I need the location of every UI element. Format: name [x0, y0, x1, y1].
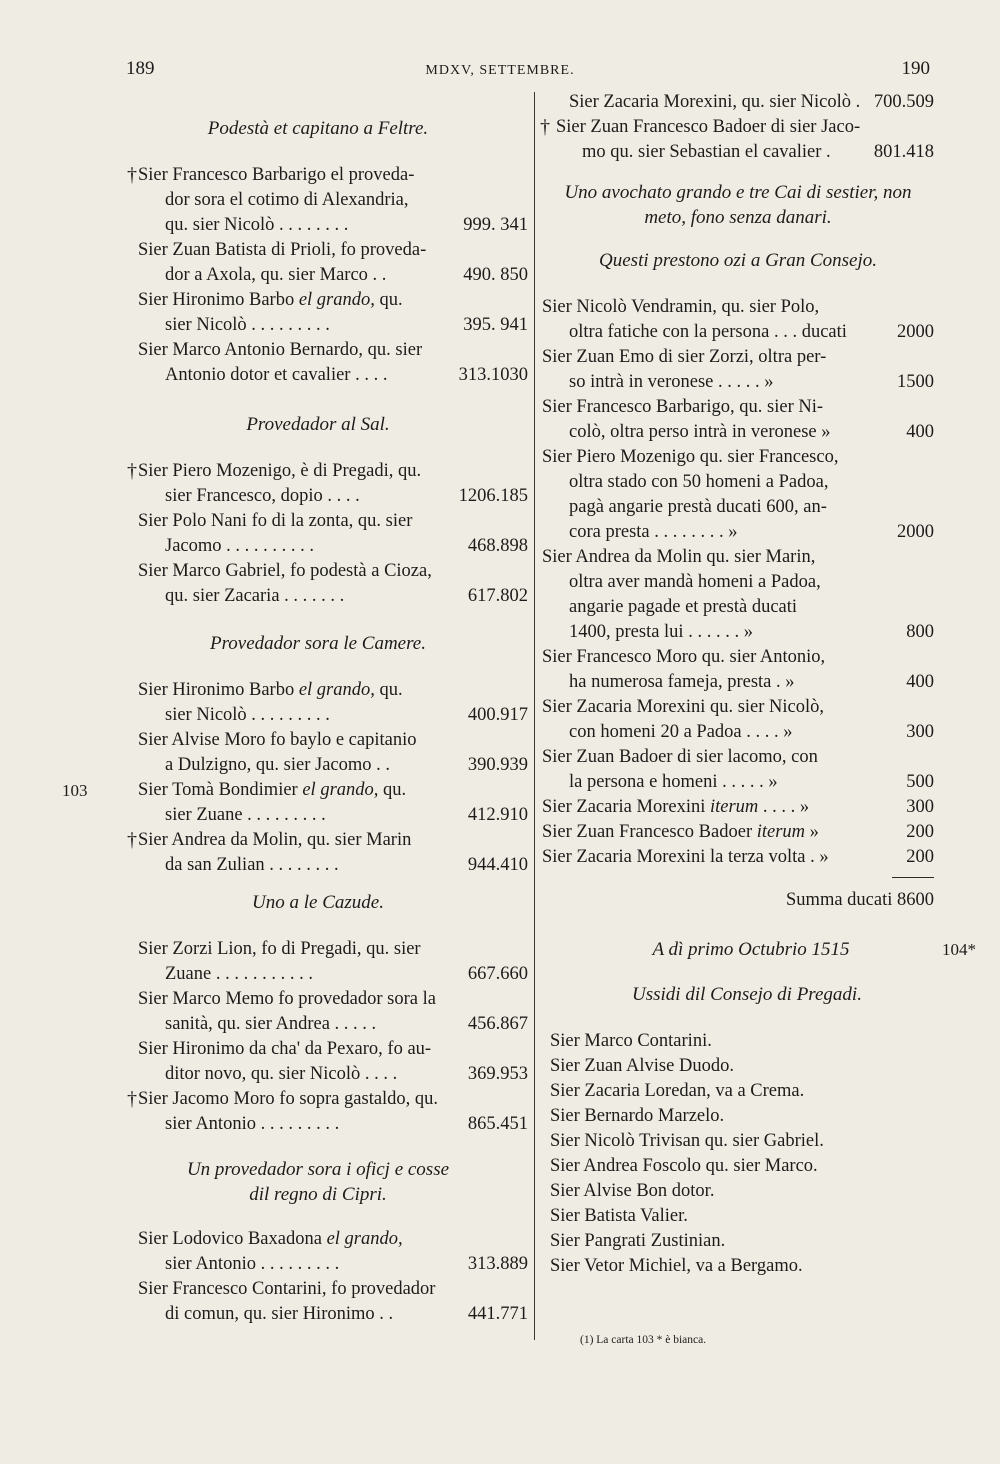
entry [108, 163, 528, 238]
entry-line: Sier Zuan Francesco Badoer di sier Jaco- [556, 117, 861, 137]
loan-amount: 800 [906, 622, 934, 642]
entry [108, 288, 528, 338]
entry-line: dor sora el cotimo di Alexandria, [165, 190, 409, 210]
vote-count: 412.910 [467, 805, 528, 825]
vote-count: 369.953 [467, 1064, 528, 1084]
entry-line: ditor novo, qu. sier Nicolò . . . . [165, 1064, 398, 1084]
entry-line: Sier Piero Mozenigo qu. sier Francesco, [542, 447, 839, 467]
list-item: Sier Batista Valier. [550, 1206, 688, 1226]
total-rule [892, 877, 934, 878]
entry-line: Sier Francesco Contarini, fo provedador [138, 1279, 436, 1299]
vote-count: 313.1030 [458, 365, 528, 385]
entry-line: Sier Zorzi Lion, fo di Pregadi, qu. sier [138, 939, 421, 959]
loan-entry [542, 395, 934, 445]
column-divider [534, 92, 535, 1340]
entry-line: Sier Andrea da Molin qu. sier Marin, [542, 547, 816, 567]
total-line [542, 882, 934, 913]
entry-line: Jacomo . . . . . . . . . . [165, 536, 315, 556]
entry-line: Sier Nicolò Vendramin, qu. sier Polo, [542, 297, 820, 317]
entry-text: » [805, 822, 819, 842]
entry-line: Sier Alvise Moro fo baylo e capitanio [138, 730, 417, 750]
entry-line: oltra aver mandà homeni a Padoa, [569, 572, 821, 592]
left-column [62, 90, 528, 1327]
section-title: Un provedador sora i oficj e cosse [186, 1159, 450, 1180]
entry-line: la persona e homeni . . . . . » [569, 772, 778, 792]
total-rule-row [542, 870, 934, 882]
entry-line: Sier Zacaria Morexini la terza volta . » [542, 847, 829, 867]
loan-amount: 400 [906, 422, 934, 442]
entry-italic: iterum [756, 822, 806, 842]
loan-amount: 300 [906, 722, 934, 742]
list-item: Sier Andrea Foscolo qu. sier Marco. [550, 1156, 818, 1176]
entry-line: angarie pagade et prestà ducati [569, 597, 798, 617]
entry-text: Sier Zacaria Morexini [542, 797, 710, 817]
section-title: Podestà et capitano a Feltre. [207, 118, 429, 139]
entry-line: Sier Francesco Moro qu. sier Antonio, [542, 647, 826, 667]
loan-entry [542, 820, 934, 845]
entry-line: sier Zuane . . . . . . . . . [165, 805, 326, 825]
entry-text: Sier Lodovico Baxadona [138, 1229, 327, 1249]
entry-line: sanità, qu. sier Andrea . . . . . [165, 1014, 377, 1034]
loan-entry [542, 445, 934, 545]
dagger-mark: † [540, 116, 550, 138]
entry-line: Sier Marco Antonio Bernardo, qu. sier [138, 340, 423, 360]
list-item: Sier Nicolò Trivisan qu. sier Gabriel. [550, 1131, 824, 1151]
loan-amount: 200 [906, 822, 934, 842]
entry-text: Sier Hironimo Barbo [138, 290, 299, 310]
left-page-number: 189 [126, 58, 155, 79]
entry [108, 937, 528, 987]
loan-entry [542, 695, 934, 745]
section-title-continued: dil regno di Cipri. [249, 1184, 387, 1205]
margin-folio-number: 104* [942, 940, 976, 959]
entry [108, 1277, 528, 1327]
entry-italic: iterum [709, 797, 759, 817]
vote-count: 400.917 [467, 705, 528, 725]
section-title: Provedador sora le Camere. [209, 633, 426, 654]
vote-count: 700.509 [873, 92, 934, 112]
loan-entry [542, 345, 934, 395]
list-item: Sier Vetor Michiel, va a Bergamo. [550, 1256, 803, 1276]
footnote: (1) La carta 103 * è bianca. [580, 1334, 707, 1346]
entry-line: Sier Zuan Badoer di sier lacomo, con [542, 747, 818, 767]
loan-amount: 200 [906, 847, 934, 867]
margin-folio-number: 103 [62, 781, 88, 800]
entry [108, 678, 528, 728]
list-item: Sier Marco Contarini. [550, 1031, 712, 1051]
entry-line: con homeni 20 a Padoa . . . . » [569, 722, 793, 742]
vote-count: 617.802 [467, 586, 528, 606]
entry-text: Sier Hironimo Barbo [138, 680, 299, 700]
dagger-mark: † [127, 460, 137, 482]
section-title: Provedador al Sal. [246, 414, 390, 435]
entry-text: Sier Zuan Francesco Badoer [542, 822, 757, 842]
entry-line: sier Antonio . . . . . . . . . [165, 1114, 340, 1134]
entry-line: Sier Polo Nani fo di la zonta, qu. sier [138, 511, 413, 531]
loan-entry [542, 295, 934, 345]
entry-line: cora presta . . . . . . . . » [569, 522, 738, 542]
section-title: Questi prestono ozi a Gran Consejo. [599, 250, 877, 271]
total-amount: 8600 [897, 890, 934, 910]
entry-text: qu. [378, 780, 407, 800]
entry-line: Antonio dotor et cavalier . . . . [165, 365, 388, 385]
list-item: Sier Bernardo Marzelo. [550, 1106, 725, 1126]
entry-line: ha numerosa fameja, presta . » [569, 672, 795, 692]
entry-italic: el grando, [298, 680, 375, 700]
section-title: Ussidi dil Consejo di Pregadi. [632, 984, 862, 1005]
entry [108, 559, 528, 609]
entry-line: Sier Zuan Emo di sier Zorzi, oltra per- [542, 347, 827, 367]
vote-count: 395. 941 [463, 315, 528, 335]
entry [108, 1227, 528, 1277]
loan-entry [542, 745, 934, 795]
right-column [540, 90, 976, 1279]
list-item: Sier Zacaria Loredan, va a Crema. [550, 1081, 805, 1101]
entry [542, 115, 934, 165]
entry-line: colò, oltra perso intrà in veronese » [569, 422, 831, 442]
entry [62, 778, 528, 828]
entry-line: sier Nicolò . . . . . . . . . [165, 315, 330, 335]
loan-entry [542, 795, 934, 820]
entry [108, 1087, 528, 1137]
entry [108, 1037, 528, 1087]
dagger-mark: † [127, 1088, 137, 1110]
total-label: Summa ducati [786, 890, 893, 910]
entry-line: Sier Zacaria Morexini, qu. sier Nicolò . [569, 92, 861, 112]
entry-line: Sier Marco Gabriel, fo podestà a Cioza, [138, 561, 432, 581]
entry-text: . . . . » [758, 797, 810, 817]
loan-amount: 400 [906, 672, 934, 692]
entry-line: qu. sier Nicolò . . . . . . . . [165, 215, 349, 235]
running-head: MDXV, SETTEMBRE. [425, 63, 575, 78]
ussidi-list [542, 1029, 934, 1279]
entry-line: Zuane . . . . . . . . . . . [165, 964, 313, 984]
loan-entry [542, 545, 934, 645]
entry [542, 90, 934, 115]
entry-line: sier Antonio . . . . . . . . . [165, 1254, 340, 1274]
section-title: Uno avochato grando e tre Cai di sestier, non [564, 182, 912, 203]
list-item: Sier Alvise Bon dotor. [550, 1181, 715, 1201]
entry-line: sier Nicolò . . . . . . . . . [165, 705, 330, 725]
entry-line: pagà angarie prestà ducati 600, an- [569, 497, 827, 517]
entry-line: Sier Jacomo Moro fo sopra gastaldo, qu. [138, 1089, 439, 1109]
entry-line: oltra fatiche con la persona . . . ducati [569, 322, 847, 342]
dagger-mark: † [127, 164, 137, 186]
entry-line: sier Francesco, dopio . . . . [165, 486, 360, 506]
entry [108, 509, 528, 559]
date-heading: A dì primo Octubrio 1515 [652, 939, 850, 960]
loan-amount: 500 [906, 772, 934, 792]
entry [108, 338, 528, 388]
vote-count: 490. 850 [463, 265, 528, 285]
entry-text: qu. [374, 680, 403, 700]
entry-line: oltra stado con 50 homeni a Padoa, [569, 472, 829, 492]
entry-italic: el grando, [326, 1229, 403, 1249]
entry-line: 1400, presta lui . . . . . . » [569, 622, 753, 642]
vote-count: 456.867 [467, 1014, 528, 1034]
entry-line: mo qu. sier Sebastian el cavalier . [582, 142, 831, 162]
right-page-number: 190 [901, 58, 930, 79]
vote-count: 667.660 [467, 964, 528, 984]
entry-text: qu. [374, 290, 403, 310]
list-item: Sier Zuan Alvise Duodo. [550, 1056, 734, 1076]
entry-line: da san Zulian . . . . . . . . [165, 855, 339, 875]
section-title-continued: meto, fono senza danari. [644, 207, 832, 228]
vote-count: 313.889 [467, 1254, 528, 1274]
section-title: Uno a le Cazude. [252, 892, 384, 913]
vote-count: 1206.185 [458, 486, 528, 506]
entry-text: Sier Tomà Bondimier [138, 780, 303, 800]
loan-amount: 2000 [897, 522, 934, 542]
entry-line: Sier Marco Memo fo provedador sora la [138, 989, 436, 1009]
entry [108, 987, 528, 1037]
loan-entry [542, 845, 934, 870]
entry-line: Sier Zacaria Morexini qu. sier Nicolò, [542, 697, 825, 717]
entry [108, 459, 528, 509]
entry [108, 238, 528, 288]
entry-line: Sier Andrea da Molin, qu. sier Marin [138, 830, 412, 850]
dagger-mark: † [127, 829, 137, 851]
entry-line: Sier Francesco Barbarigo el proveda- [138, 165, 415, 185]
entry-line: so intrà in veronese . . . . . » [569, 372, 774, 392]
loan-amount: 2000 [897, 322, 934, 342]
entry-line: dor a Axola, qu. sier Marco . . [165, 265, 387, 285]
entry-line: Sier Francesco Barbarigo, qu. sier Ni- [542, 397, 824, 417]
entry-italic: el grando, [302, 780, 379, 800]
loan-entry [542, 645, 934, 695]
entry [108, 728, 528, 778]
entry-italic: el grando, [298, 290, 375, 310]
entry-line: di comun, qu. sier Hironimo . . [165, 1304, 394, 1324]
vote-count: 441.771 [467, 1304, 528, 1324]
vote-count: 468.898 [467, 536, 528, 556]
entry-line: Sier Zuan Batista di Prioli, fo proveda- [138, 240, 427, 260]
date-heading-row [542, 937, 976, 962]
entry-line: a Dulzigno, qu. sier Jacomo . . [165, 755, 391, 775]
entry-line: qu. sier Zacaria . . . . . . . [165, 586, 345, 606]
list-item: Sier Pangrati Zustinian. [550, 1231, 726, 1251]
entry [108, 828, 528, 878]
entry-line: Sier Hironimo da cha' da Pexaro, fo au- [138, 1039, 432, 1059]
vote-count: 390.939 [467, 755, 528, 775]
vote-count: 944.410 [467, 855, 528, 875]
loan-amount: 1500 [897, 372, 934, 392]
vote-count: 865.451 [467, 1114, 528, 1134]
vote-count: 999. 341 [463, 215, 528, 235]
loan-amount: 300 [906, 797, 934, 817]
vote-count: 801.418 [873, 142, 934, 162]
entry-line: Sier Piero Mozenigo, è di Pregadi, qu. [138, 461, 422, 481]
